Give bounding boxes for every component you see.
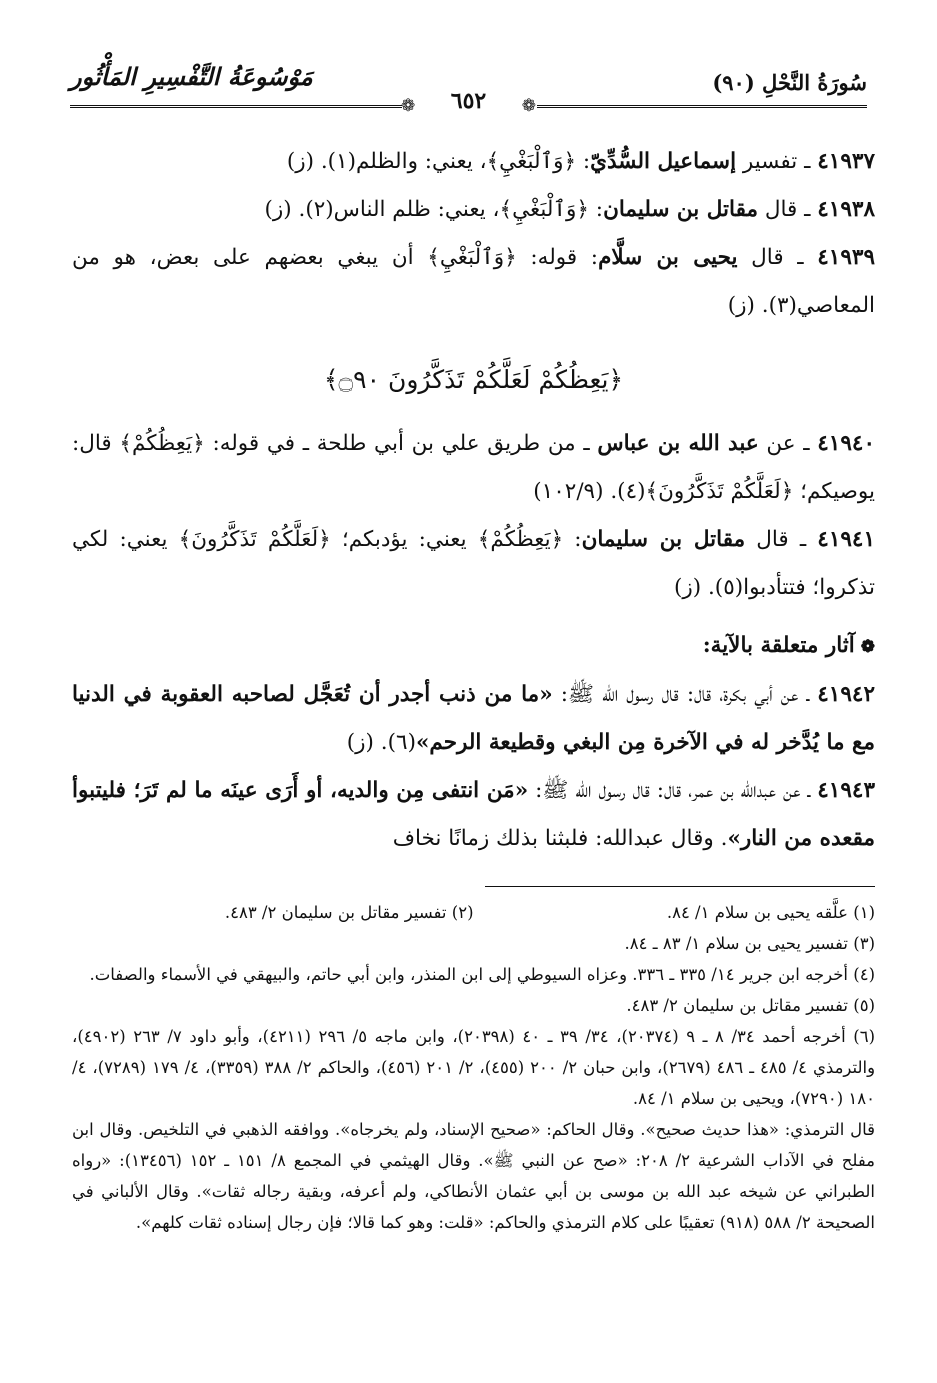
paragraph-intro: تفسير [736,149,798,174]
paragraph-intro: ـ عن أبي بكرة، قال: قال رسول الله ﷺ: [552,682,818,707]
footnote-6-continued: قال الترمذي: «هذا حديث صحيح». وقال الحاكم: «صحيح الإسناد، ولم يخرجاه». ووافقه الذهبي في التلخيص. وقال ابن مفلح في الآداب الشرعية ٢/ ٢٠٨: «صح عن النبي ﷺ». وقال الهيثمي في المجمع ٨/ ١٥١ ـ ١٥٢ (١٣٤٥٦): «رواه الطبراني عن شيخه عبد الله بن موسى بن أبي عثمان الأنطاكي، ولم أعرفه، وبقية رجاله ثقات». وقال الألباني في الصحيحة ٢/ ٥٨٨ (٩١٨) تعقيبًا على كلام الترمذي والحاكم: «قلت: وهو كما قالا؛ فإن رجال إسناده ثقات كلهم». [72,1120,876,1232]
page-number: ٦٥٢ [450,88,487,114]
narrator-name: مقاتل بن سليمان [581,527,746,552]
hadith-quote: «ما من ذنب أجدر أن تُعَجَّل لصاحبه العقوبة في الدنيا مع ما يُدَّخر له في الآخرة مِن البغي وقطيعة الرحم» [72,682,875,755]
footnote-2: (٢) تفسير مقاتل بن سليمان ٢/ ٤٨٣. [224,903,474,922]
paragraph-tail: (٦). (ز) [346,730,416,755]
header-rule-left [70,105,402,108]
narrator-name: إسماعيل السُّدِّيّ [590,149,737,174]
paragraph-number: ٤١٩٤٠ [817,431,875,456]
footnote-6: (٦) أخرجه أحمد ٣٤/ ٨ ـ ٩ (٢٠٣٧٤)، ٣٤/ ٣٩ ـ ٤٠ (٢٠٣٩٨)، وابن ماجه ٥/ ٢٩٦ (٤٢١١)، وأبو داود ٧/ ٢٦٣ (٤٩٠٢)، والترمذي ٤/ ٤٨٥ ـ ٤٨٦ (٢٦٧٩)، وابن حبان ٢/ ٢٠٠ (٤٥٥)، ٢/ ٢٠١ (٤٥٦)، والحاكم ٢/ ٣٨٨ (٣٣٥٩)، ٤/ ١٧٩ (٧٢٨٩)، ٤/ ١٨٠ (٧٢٩٠)، ويحيى بن سلام ١/ ٨٤. [72,1027,876,1108]
paragraph-number: ٤١٩٤١ [817,527,876,552]
footnotes [72,897,875,1238]
paragraph-number: ٤١٩٣٨ [817,197,875,222]
paragraph-text: : قوله: ﴿وَٱلْبَغْيِ﴾ أن يبغي بعضهم على بعض، هو من المعاصي(٣). (ز) [72,245,875,318]
paragraph-sep: ـ قال [745,527,818,552]
footnote-1: (١) علَّقه يحيى بن سلام ١/ ٨٤. [666,903,875,922]
footnote-5: (٥) تفسير مقاتل بن سليمان ٢/ ٤٨٣. [626,996,875,1015]
paragraph-41942 [72,671,875,767]
paragraph-intro: ـ عن عبدالله بن عمر، قال: قال رسول الله ﷺ: [528,778,818,803]
footnote-3: (٣) تفسير يحيى بن سلام ١/ ٨٣ ـ ٨٤. [624,934,875,953]
paragraph-text: : ﴿يَعِظُكُمْ﴾ يعني: يؤدبكم؛ ﴿لَعَلَّكُمْ تَذَكَّرُونَ﴾ يعني: لكي تذكروا؛ فتتأدبوا(٥). (ز) [72,527,875,600]
ornament-icon: ❁ [401,96,416,116]
paragraph-sep: ـ [797,149,818,174]
hadith-quote: «مَن انتفى مِن والديه، أو أَرَى عينَه ما لم تَرَ؛ فليتبوأ مقعده من النار» [72,778,875,851]
flower-icon: ❁ [860,637,875,657]
paragraph-41937 [72,138,875,186]
surah-title: سُورَةُ النَّحْلِ (٩٠) [712,70,867,95]
paragraph-number: ٤١٩٤٣ [817,778,875,803]
paragraph-41943 [72,767,875,863]
paragraph-41938 [72,186,875,234]
footnote-separator [485,886,875,887]
paragraph-number: ٤١٩٣٧ [817,149,875,174]
paragraph-text: : ﴿وَٱلْبَغْيِ﴾، يعني: والظلم(١). (ز) [286,149,591,174]
page-header [70,58,867,116]
paragraph-number: ٤١٩٤٢ [817,682,875,707]
paragraph-text: : ﴿وَٱلْبَغْيِ﴾، يعني: ظلم الناس(٢). (ز) [264,197,604,222]
paragraph-41941 [72,516,875,612]
narrator-name: يحيى بن سلَّام [598,245,738,270]
narrator-name: مقاتل بن سليمان [603,197,758,222]
verse-heading: ﴿يَعِظُكُمْ لَعَلَّكُمْ تَذَكَّرُونَ ۝٩٠﴾ [323,365,624,394]
section-heading [72,622,875,671]
paragraph-text: ـ من طريق علي بن أبي طلحة ـ في قوله: ﴿يَعِظُكُمْ﴾ قال: يوصيكم؛ ﴿لَعَلَّكُمْ تَذَكَّرُونَ﴾(٤). (١٠٢/٩) [72,431,875,504]
narrator-name: عبد الله بن عباس [597,431,759,456]
paragraph-tail: . وقال عبدالله: فلبثنا بذلك زمانًا نخاف [392,826,728,851]
footnote-row [72,897,875,928]
paragraph-41940 [72,420,875,516]
ornament-icon: ❁ [521,96,536,116]
book-title: مَوْسُوعَةُ التَّفْسِيرِ المَأْثُور [70,62,313,91]
section-heading-text: آثار متعلقة بالآية: [702,633,855,658]
paragraph-sep: ـ قال [737,245,818,270]
footnote-4: (٤) أخرجه ابن جرير ١٤/ ٣٣٥ ـ ٣٣٦. وعزاه السيوطي إلى ابن المنذر، وابن أبي حاتم، والبيهقي في الأسماء والصفات. [89,965,875,984]
paragraph-41939 [72,234,875,330]
paragraph-number: ٤١٩٣٩ [817,245,875,270]
paragraph-sep: ـ قال [757,197,818,222]
paragraph-sep: ـ عن [758,431,818,456]
main-text [72,138,875,863]
